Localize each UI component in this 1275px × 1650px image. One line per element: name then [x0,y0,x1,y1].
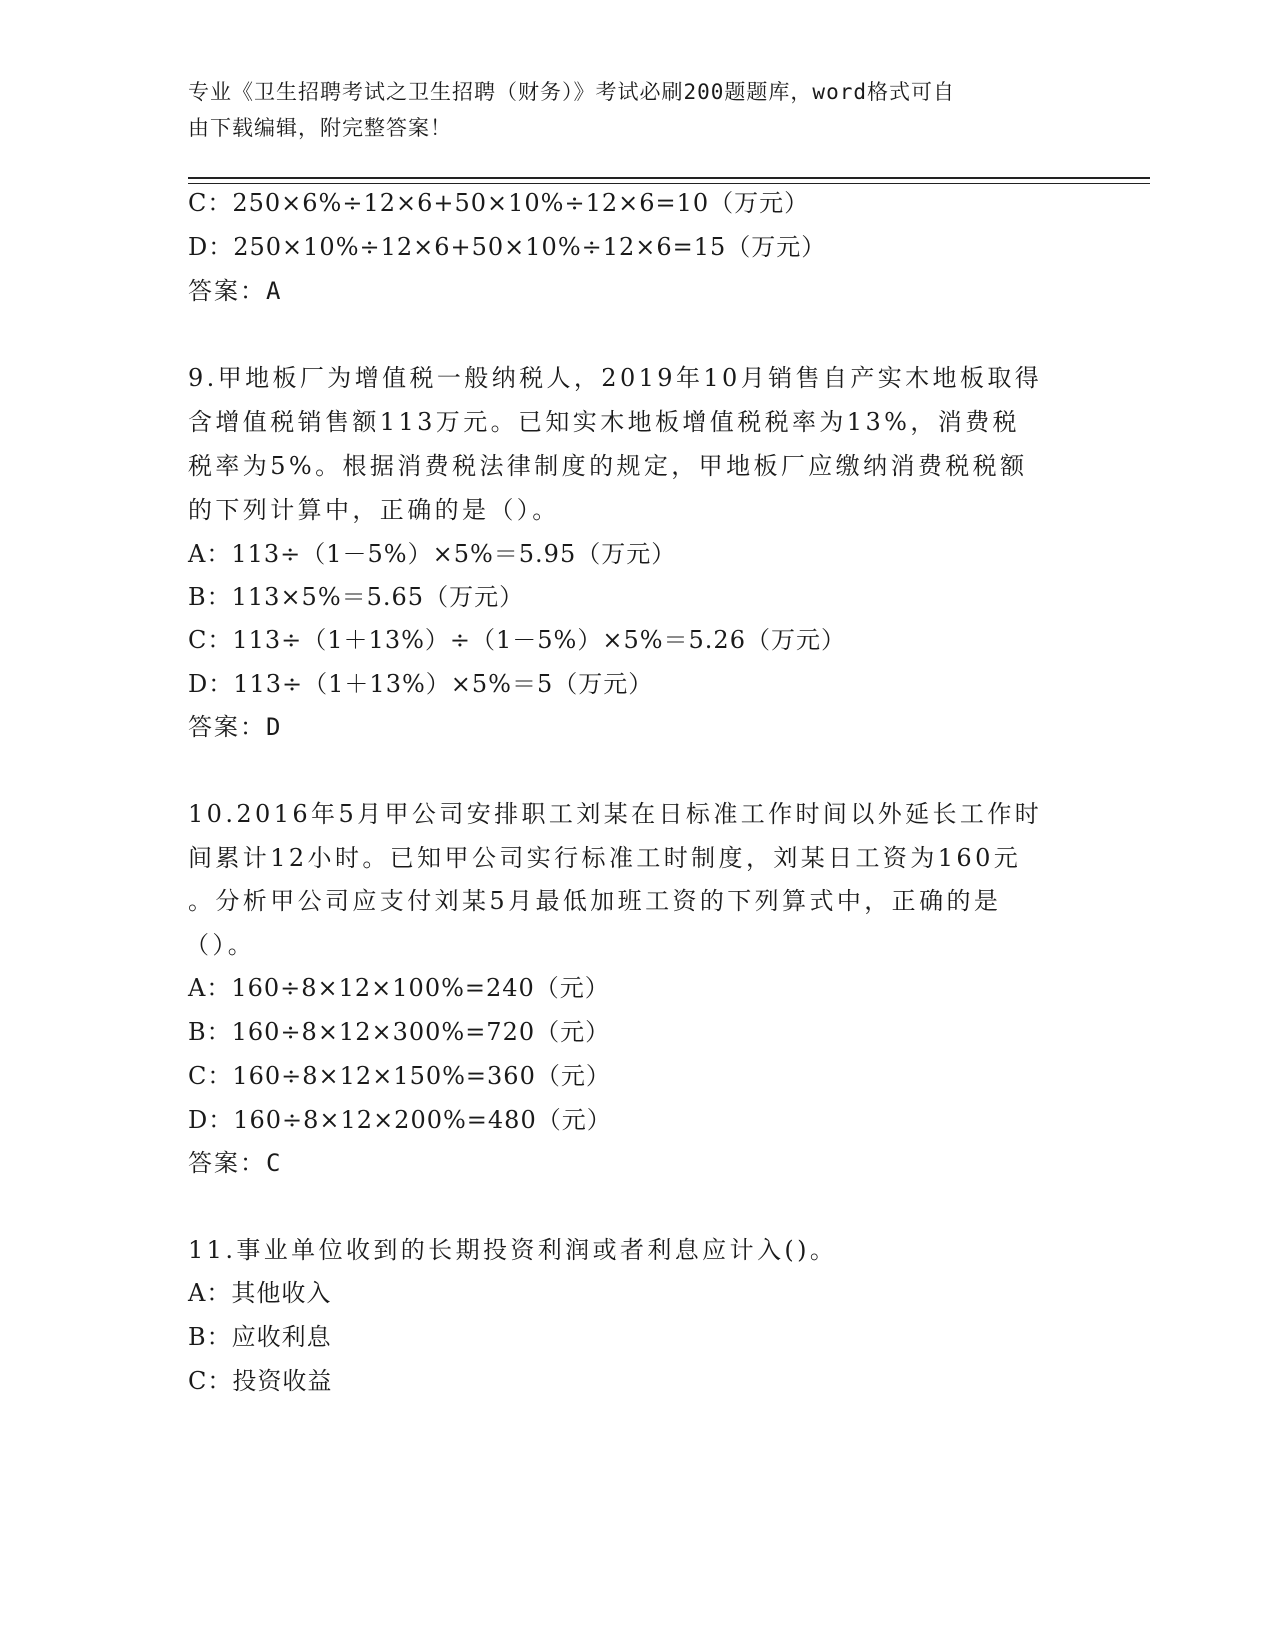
header-divider-thin [188,183,1150,184]
q11-option-a: A：其他收入 [188,1279,332,1307]
q10-stem-line-4: （）。 [185,931,256,959]
q11-stem-line-1: 11.事业单位收到的长期投资利润或者利息应计入()。 [188,1236,838,1264]
q9-option-a: A：113÷（1－5%）×5%＝5.95（万元） [188,540,677,568]
q11-option-b: B：应收利息 [188,1323,332,1351]
q9-stem-line-4: 的下列计算中，正确的是（）。 [188,496,560,524]
q9-option-d: D：113÷（1＋13%）×5%＝5（万元） [188,670,654,698]
q9-stem-line-1: 9.甲地板厂为增值税一般纳税人，2019年10月销售自产实木地板取得 [188,364,1043,392]
prev-option-c: C：250×6%÷12×6+50×10%÷12×6=10（万元） [188,189,810,217]
q10-option-c: C：160÷8×12×150%=360（元） [188,1062,611,1090]
q9-option-c: C：113÷（1＋13%）÷（1－5%）×5%＝5.26（万元） [188,626,846,654]
header-divider-thick [188,177,1150,179]
q10-option-d: D：160÷8×12×200%=480（元） [188,1106,612,1134]
header-line-2: 由下载编辑，附完整答案！ [188,116,452,140]
prev-answer: 答案：A [188,277,283,305]
q10-stem-line-3: 。分析甲公司应支付刘某5月最低加班工资的下列算式中，正确的是 [188,887,1002,915]
q11-option-c: C：投资收益 [188,1367,333,1395]
prev-option-d: D：250×10%÷12×6+50×10%÷12×6=15（万元） [188,233,827,261]
q10-stem-line-2: 间累计12小时。已知甲公司实行标准工时制度，刘某日工资为160元 [188,844,1022,872]
document-header [188,74,1068,146]
q9-answer: 答案：D [188,713,283,741]
q10-stem-line-1: 10.2016年5月甲公司安排职工刘某在日标准工作时间以外延长工作时 [188,800,1043,828]
header-line-1: 专业《卫生招聘考试之卫生招聘（财务）》考试必刷200题题库，word格式可自 [188,80,955,104]
q9-option-b: B：113×5%＝5.65（万元） [188,583,525,611]
q9-stem-line-3: 税率为5%。根据消费税法律制度的规定，甲地板厂应缴纳消费税税额 [188,452,1028,480]
q10-option-b: B：160÷8×12×300%=720（元） [188,1018,611,1046]
q10-option-a: A：160÷8×12×100%=240（元） [188,974,610,1002]
q9-stem-line-2: 含增值税销售额113万元。已知实木地板增值税税率为13%，消费税 [188,408,1020,436]
q10-answer: 答案：C [188,1149,283,1177]
